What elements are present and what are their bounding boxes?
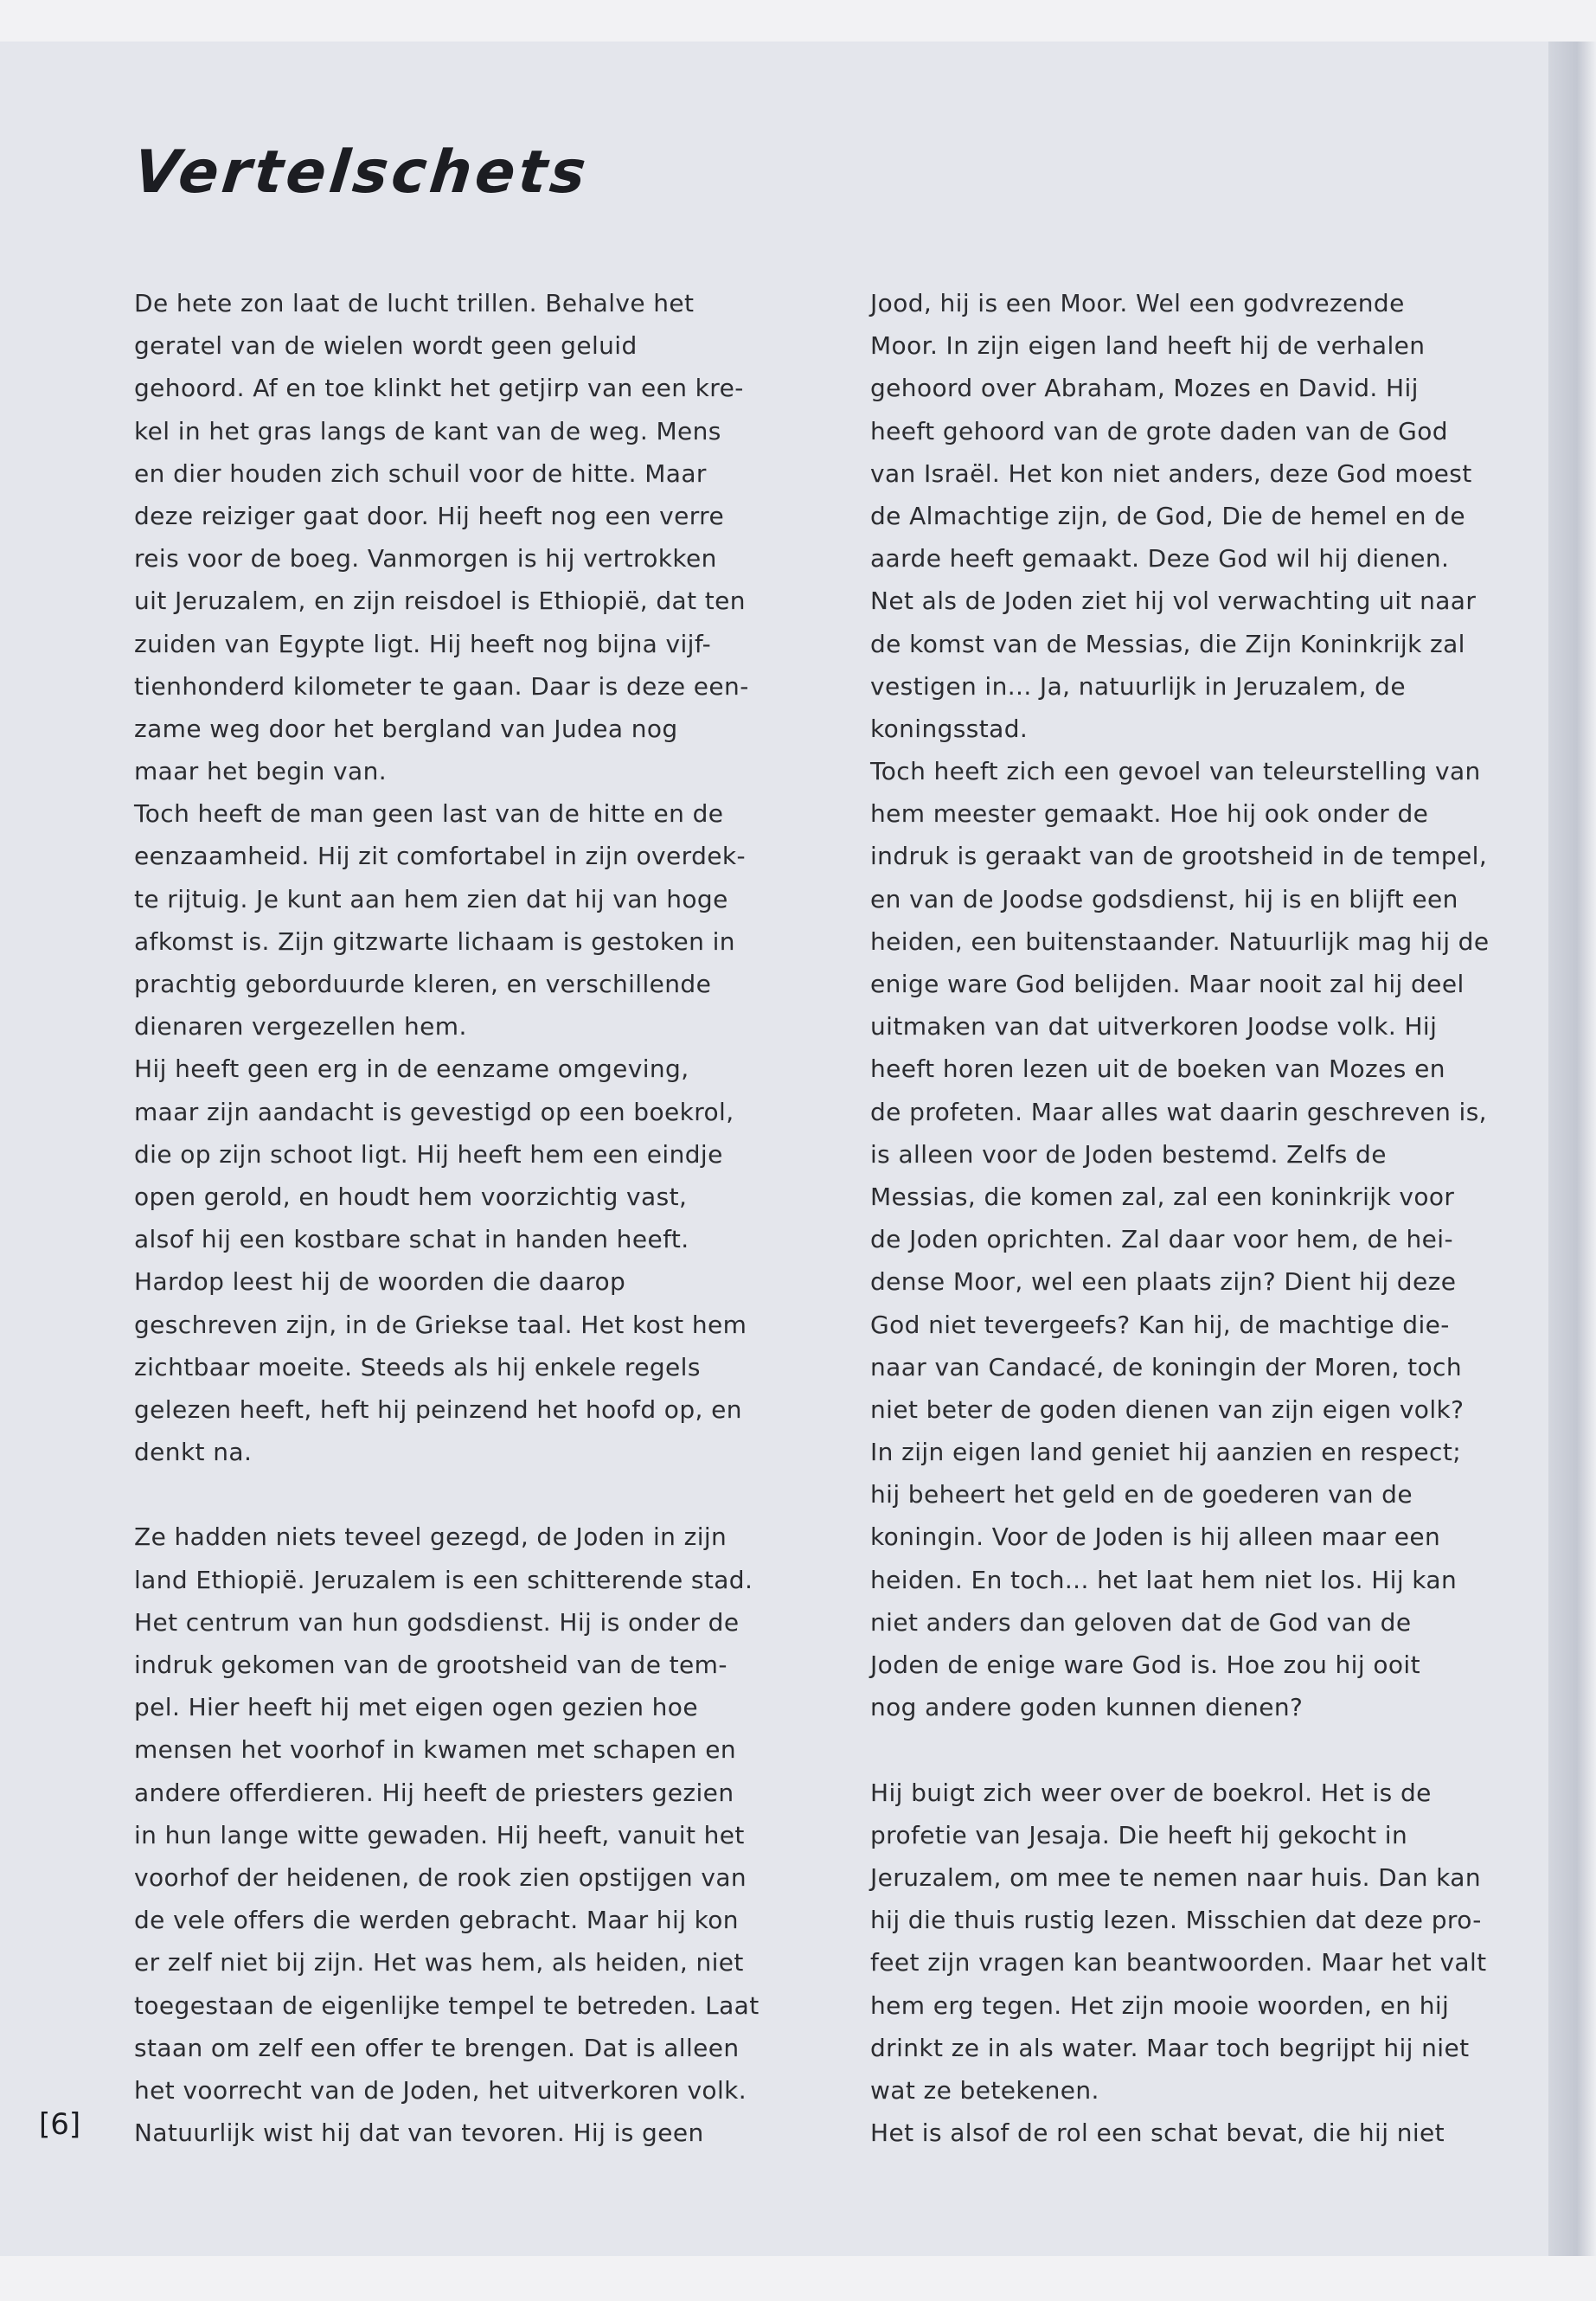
text-line: heiden, een buitenstaander. Natuurlijk mag hij de: [870, 926, 1490, 956]
text-line: hij die thuis rustig lezen. Misschien dat deze pro-: [870, 1906, 1482, 1935]
text-line: in hun lange witte gewaden. Hij heeft, vanuit het: [134, 1820, 745, 1849]
text-line: De hete zon laat de lucht trillen. Behalve het: [134, 289, 695, 317]
text-line: land Ethiopië. Jeruzalem is een schitterende stad.: [134, 1565, 753, 1594]
text-line: de komst van de Messias, die Zijn Koninkrijk zal: [870, 629, 1465, 658]
text-line: heiden. En toch... het laat hem niet los. Hij kan: [870, 1565, 1458, 1594]
text-line: heeft horen lezen uit de boeken van Mozes en: [870, 1054, 1445, 1084]
text-line: tienhonderd kilometer te gaan. Daar is deze een-: [134, 671, 749, 701]
text-line: koningin. Voor de Joden is hij alleen maar een: [870, 1522, 1441, 1552]
text-line: maar het begin van.: [134, 757, 388, 786]
text-line: vestigen in... Ja, natuurlijk in Jeruzalem, de: [870, 671, 1406, 701]
text-line: hij beheert het geld en de goederen van de: [870, 1480, 1413, 1509]
text-line: staan om zelf een offer te brengen. Dat is alleen: [134, 2033, 740, 2062]
text-line: is alleen voor de Joden bestemd. Zelfs de: [870, 1139, 1387, 1169]
text-line: de profeten. Maar alles wat daarin geschreven is,: [870, 1097, 1487, 1126]
text-line: hem meester gemaakt. Hoe hij ook onder de: [870, 799, 1429, 829]
text-line: Ze hadden niets teveel gezegd, de Joden in zijn: [134, 1522, 727, 1552]
text-line: en dier houden zich schuil voor de hitte. Maar: [134, 458, 707, 488]
text-line: kel in het gras langs de kant van de weg. Mens: [134, 416, 721, 445]
text-line: Hij buigt zich weer over de boekrol. Het is de: [870, 1778, 1432, 1807]
text-line: prachtig geborduurde kleren, en verschillende: [134, 970, 712, 998]
text-line: andere offerdieren. Hij heeft de priesters gezien: [134, 1778, 734, 1807]
text-line: gehoord over Abraham, Mozes en David. Hij: [870, 374, 1419, 403]
text-line: Hardop leest hij de woorden die daarop: [134, 1267, 626, 1297]
text-line: Jood, hij is een Moor. Wel een godvrezende: [870, 289, 1405, 317]
text-line: afkomst is. Zijn gitzwarte lichaam is gestoken in: [134, 926, 735, 956]
text-line: de Joden oprichten. Zal daar voor hem, de hei-: [870, 1225, 1453, 1254]
text-line: hem erg tegen. Het zijn mooie woorden, en hij: [870, 1990, 1450, 2020]
text-line: te rijtuig. Je kunt aan hem zien dat hij van hoge: [134, 884, 728, 913]
text-line: open gerold, en houdt hem voorzichtig vast,: [134, 1182, 688, 1211]
text-line: mensen het voorhof in kwamen met schapen en: [134, 1735, 736, 1765]
text-line: Moor. In zijn eigen land heeft hij de verhalen: [870, 331, 1426, 361]
text-line: aarde heeft gemaakt. Deze God wil hij dienen.: [870, 544, 1450, 574]
text-line: In zijn eigen land geniet hij aanzien en respect;: [870, 1438, 1462, 1467]
text-line: Net als de Joden ziet hij vol verwachting uit naar: [870, 586, 1477, 616]
text-line: Messias, die komen zal, zal een koninkrijk voor: [870, 1182, 1455, 1211]
text-line: het voorrecht van de Joden, het uitverkoren volk.: [134, 2075, 747, 2105]
text-line: eenzaamheid. Hij zit comfortabel in zijn overdek-: [134, 842, 746, 871]
text-line: reis voor de boeg. Vanmorgen is hij vertrokken: [134, 544, 717, 574]
text-line: voorhof der heidenen, de rook zien opstijgen van: [134, 1862, 747, 1892]
text-line: denkt na.: [134, 1438, 253, 1467]
page-number: [6]: [39, 2107, 81, 2142]
text-line: Het centrum van hun godsdienst. Hij is onder de: [134, 1607, 740, 1637]
text-line: er zelf niet bij zijn. Het was hem, als heiden, niet: [134, 1948, 744, 1977]
text-line: indruk is geraakt van de grootsheid in de tempel,: [870, 842, 1488, 871]
page-title: Vertelschets: [130, 138, 593, 207]
right-text-column: [870, 282, 1515, 2154]
text-line: en van de Joodse godsdienst, hij is en blijft een: [870, 884, 1458, 913]
text-line: dienaren vergezellen hem.: [134, 1012, 467, 1042]
text-line: Hij heeft geen erg in de eenzame omgeving,: [134, 1054, 689, 1084]
text-line: koningsstad.: [870, 714, 1029, 743]
text-line: zichtbaar moeite. Steeds als hij enkele regels: [134, 1352, 701, 1381]
text-line: zame weg door het bergland van Judea nog: [134, 714, 678, 743]
text-line: zuiden van Egypte ligt. Hij heeft nog bijna vijf-: [134, 629, 712, 658]
left-text-column: [134, 282, 779, 2154]
text-line: Toch heeft zich een gevoel van teleurstelling van: [870, 757, 1481, 786]
next-page-edge: [1548, 42, 1596, 2256]
text-line: alsof hij een kostbare schat in handen heeft.: [134, 1225, 689, 1254]
text-line: uit Jeruzalem, en zijn reisdoel is Ethiopië, dat ten: [134, 586, 746, 616]
text-line: de Almachtige zijn, de God, Die de hemel en de: [870, 501, 1465, 530]
text-line: naar van Candacé, de koningin der Moren, toch: [870, 1352, 1462, 1381]
text-line: profetie van Jesaja. Die heeft hij gekocht in: [870, 1820, 1408, 1849]
text-line: Het is alsof de rol een schat bevat, die hij niet: [870, 2118, 1445, 2148]
text-line: geratel van de wielen wordt geen geluid: [134, 331, 638, 361]
text-line: Natuurlijk wist hij dat van tevoren. Hij is geen: [134, 2118, 704, 2148]
text-line: maar zijn aandacht is gevestigd op een boekrol,: [134, 1097, 734, 1126]
text-line: niet beter de goden dienen van zijn eigen volk?: [870, 1394, 1465, 1424]
paragraph-gap: [134, 1473, 779, 1516]
text-line: wat ze betekenen.: [870, 2075, 1099, 2105]
text-line: uitmaken van dat uitverkoren Joodse volk. Hij: [870, 1012, 1438, 1042]
text-line: die op zijn schoot ligt. Hij heeft hem een eindje: [134, 1139, 723, 1169]
text-line: niet anders dan geloven dat de God van de: [870, 1607, 1412, 1637]
text-line: gelezen heeft, heft hij peinzend het hoofd op, en: [134, 1394, 742, 1424]
text-line: feet zijn vragen kan beantwoorden. Maar het valt: [870, 1948, 1487, 1977]
text-line: God niet tevergeefs? Kan hij, de machtige die-: [870, 1310, 1450, 1339]
text-line: heeft gehoord van de grote daden van de God: [870, 416, 1448, 445]
text-line: Joden de enige ware God is. Hoe zou hij ooit: [870, 1650, 1420, 1679]
text-line: de vele offers die werden gebracht. Maar hij kon: [134, 1906, 739, 1935]
text-line: drinkt ze in als water. Maar toch begrijpt hij niet: [870, 2033, 1470, 2062]
paragraph-gap: [870, 1728, 1515, 1771]
text-line: dense Moor, wel een plaats zijn? Dient hij deze: [870, 1267, 1457, 1297]
text-line: Toch heeft de man geen last van de hitte en de: [134, 799, 724, 829]
text-line: Jeruzalem, om mee te nemen naar huis. Dan kan: [870, 1862, 1481, 1892]
text-line: van Israël. Het kon niet anders, deze God moest: [870, 458, 1472, 488]
text-line: nog andere goden kunnen dienen?: [870, 1693, 1304, 1722]
text-line: toegestaan de eigenlijke tempel te betreden. Laat: [134, 1990, 760, 2020]
text-line: deze reiziger gaat door. Hij heeft nog een verre: [134, 501, 725, 530]
text-line: gehoord. Af en toe klinkt het getjirp van een kre-: [134, 374, 744, 403]
text-line: pel. Hier heeft hij met eigen ogen gezien hoe: [134, 1693, 698, 1722]
text-line: geschreven zijn, in de Griekse taal. Het kost hem: [134, 1310, 747, 1339]
text-line: indruk gekomen van de grootsheid van de tem-: [134, 1650, 727, 1679]
text-line: enige ware God belijden. Maar nooit zal hij deel: [870, 970, 1465, 998]
